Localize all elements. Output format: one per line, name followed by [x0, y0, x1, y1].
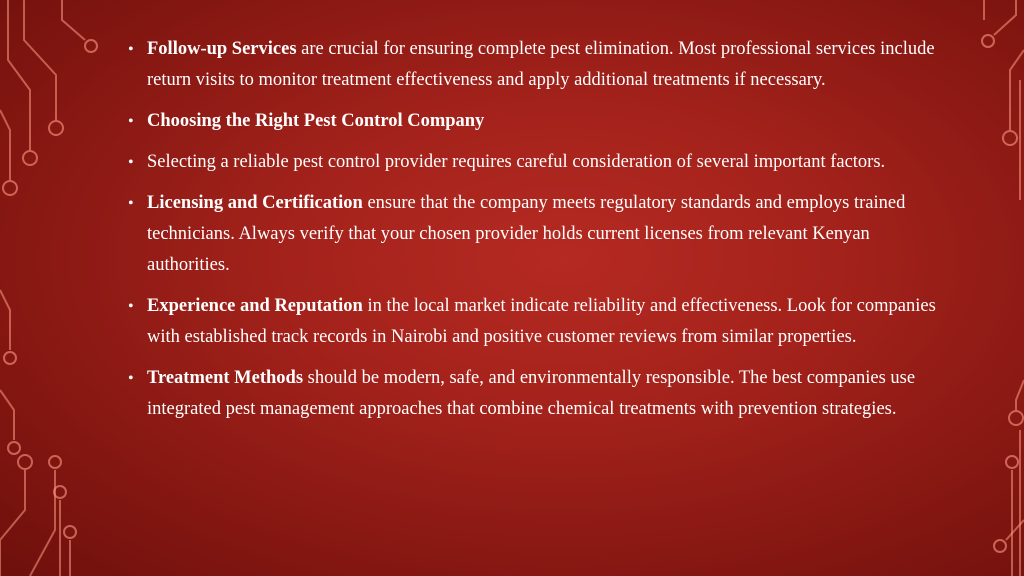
- slide-content: [128, 34, 938, 435]
- bullet-dot-icon: •: [128, 154, 134, 171]
- bullet-dot-icon: •: [128, 195, 134, 212]
- bullet-dot-icon: •: [128, 298, 134, 315]
- bullet-follow-up-services: [128, 34, 938, 96]
- bullet-text: ensure that the company meets regulatory standards and employs trained technicians. Always verify that your chosen provider holds current licenses from relevant Kenyan authorities.: [147, 193, 906, 275]
- bullet-text: are crucial for ensuring complete pest elimination. Most professional services include return visits to monitor treatment effectiveness and apply additional treatments if necessary.: [147, 39, 935, 90]
- bullet-heading: Experience and Reputation: [147, 296, 363, 316]
- bullet-treatment-methods: [128, 363, 938, 425]
- bullet-licensing: [128, 188, 938, 281]
- bullet-heading: Follow-up Services: [147, 39, 297, 59]
- bullet-heading: Licensing and Certification: [147, 193, 363, 213]
- bullet-text: in the local market indicate reliability and effectiveness. Look for companies with established track records in Nairobi and positive customer reviews from similar properties.: [147, 296, 936, 347]
- bullet-choosing-company: [128, 106, 938, 137]
- bullet-text: Selecting a reliable pest control provider requires careful consideration of several important factors.: [147, 152, 886, 172]
- bullet-dot-icon: •: [128, 113, 134, 130]
- bullet-text: should be modern, safe, and environmentally responsible. The best companies use integrated pest management approaches that combine chemical treatments with prevention strategies.: [147, 368, 916, 419]
- bullet-heading: Choosing the Right Pest Control Company: [147, 111, 485, 131]
- bullet-list: [128, 34, 938, 425]
- bullet-heading: Treatment Methods: [147, 368, 304, 388]
- bullet-selecting-provider: [128, 147, 938, 178]
- bullet-experience: [128, 291, 938, 353]
- circuit-decoration-left: [0, 0, 110, 576]
- bullet-dot-icon: •: [128, 41, 134, 58]
- bullet-dot-icon: •: [128, 370, 134, 387]
